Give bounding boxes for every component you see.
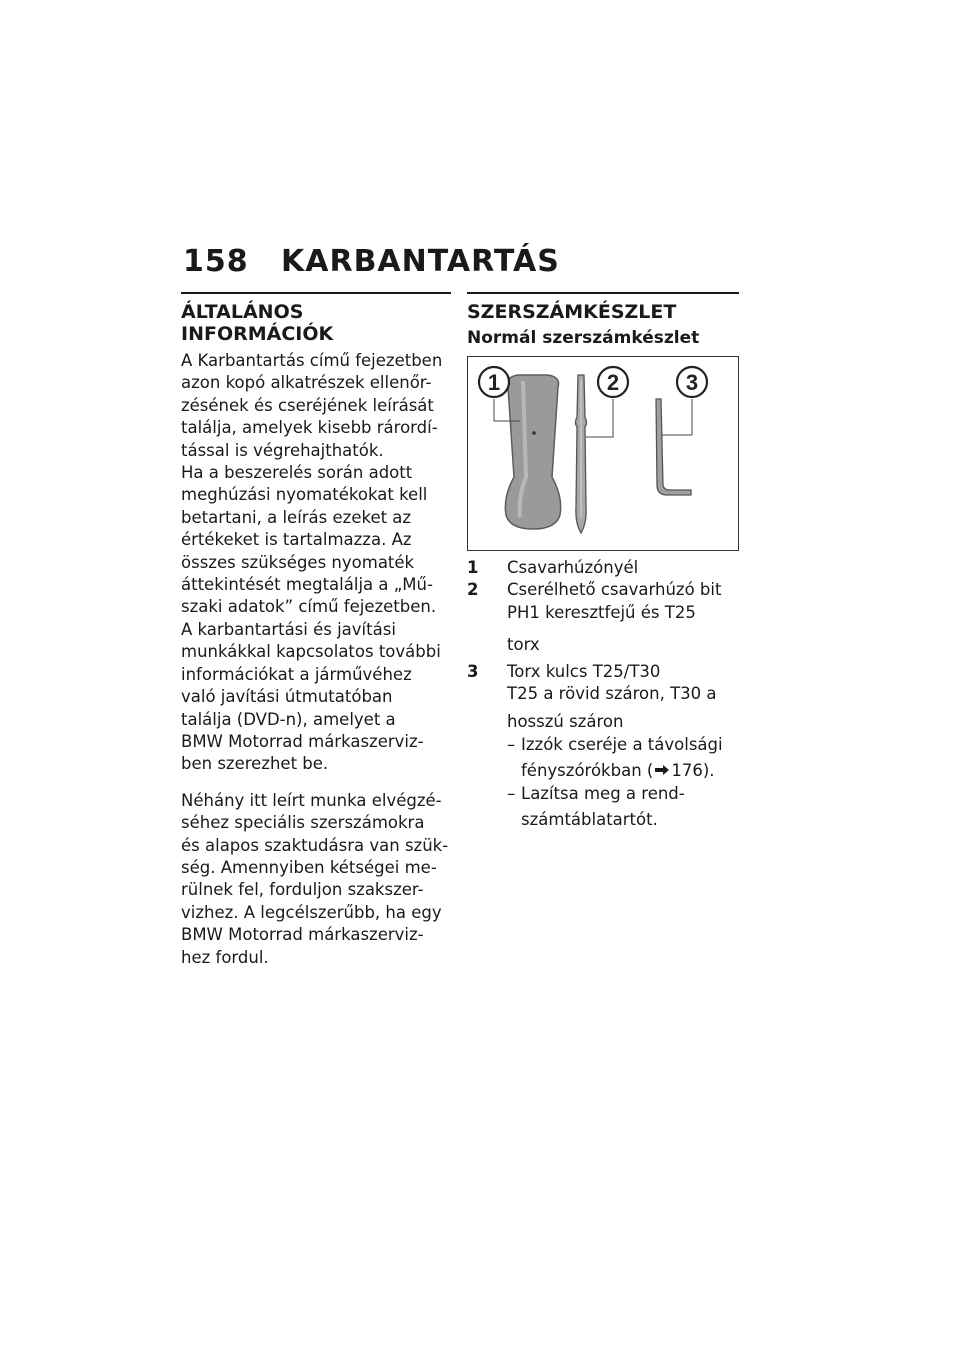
legend-line: torx: [507, 635, 540, 655]
text-line: rülnek fel, forduljon szakszer-: [181, 880, 424, 900]
legend-text: [507, 557, 739, 579]
bullet-item: [467, 783, 739, 832]
text-line: BMW Motorrad márkaszerviz-: [181, 925, 424, 945]
paragraph-repair-manual: [181, 619, 451, 776]
legend-item: [467, 661, 739, 734]
page-reference[interactable]: 176: [671, 761, 703, 781]
callout-label-3: 3: [685, 370, 699, 395]
text-line: hez fordul.: [181, 947, 269, 967]
text-line: ség. Amennyiben kétségei me-: [181, 857, 437, 877]
text-line: szaki adatok” című fejezetben.: [181, 597, 437, 617]
text-line: zésének és cseréjének leírását: [181, 395, 434, 415]
dash-icon: –: [507, 734, 516, 754]
legend-line: Cserélhető csavarhúzó bit: [507, 580, 722, 600]
text-line: BMW Motorrad márkaszerviz-: [181, 731, 424, 751]
text-line: információkat a járművéhez: [181, 664, 412, 684]
bullet-text: [521, 734, 723, 783]
callout-label-2: 2: [606, 370, 620, 395]
bullet-line: Izzók cseréje a távolsági: [521, 734, 723, 754]
dash-icon: –: [507, 783, 516, 803]
page-reference-arrow-icon: [655, 765, 669, 775]
section-rule: [181, 292, 451, 294]
right-column: [467, 292, 739, 831]
text-line: találja (DVD-n), amelyet a: [181, 709, 396, 729]
text-line: és alapos szaktudásra van szük-: [181, 835, 449, 855]
legend-number: 3: [467, 661, 479, 681]
text-line: Ha a beszerelés során adott: [181, 463, 413, 483]
page-header: [183, 244, 560, 279]
bullet-line-prefix: fényszórókban (: [521, 761, 654, 781]
legend-text: [507, 661, 739, 734]
text-line: találja, amelyek kisebb rárordí-: [181, 418, 438, 438]
text-line: Néhány itt leírt munka elvégzé-: [181, 790, 442, 810]
chapter-title: KARBANTARTÁS: [281, 244, 560, 279]
callout-label-1: 1: [487, 370, 501, 395]
legend-line: T25 a rövid száron, T30 a: [507, 684, 717, 704]
legend-line: Torx kulcs T25/T30: [507, 661, 661, 681]
left-column: [181, 292, 451, 969]
bullet-line: számtáblatartót.: [521, 810, 658, 830]
legend-line: PH1 keresztfejű és T25: [507, 602, 696, 622]
text-line: összes szükséges nyomaték: [181, 552, 415, 572]
paragraph-torque: [181, 462, 451, 619]
figure-legend: [467, 557, 739, 734]
legend-item: [467, 579, 739, 656]
section-title-toolkit: SZERSZÁMKÉSZLET: [467, 301, 677, 323]
torx-key-icon: [656, 399, 691, 495]
screwdriver-handle-icon: [505, 375, 560, 529]
paragraph-intro: [181, 350, 451, 462]
text-line: munkákkal kapcsolatos további: [181, 642, 441, 662]
page-number: 158: [183, 244, 249, 279]
section-rule: [467, 292, 739, 294]
bullet-line: [521, 760, 723, 782]
legend-text: [507, 579, 739, 656]
text-line: meghúzási nyomatékokat kell: [181, 485, 428, 505]
legend-number: 2: [467, 580, 479, 600]
text-line: A Karbantartás című fejezetben: [181, 351, 443, 370]
bullet-item: [467, 734, 739, 783]
bullet-line-suffix: ).: [702, 761, 715, 781]
legend-line: hosszú száron: [507, 712, 624, 732]
leader-line-2: [586, 399, 613, 437]
legend-line: Csavarhúzónyél: [507, 558, 639, 577]
legend-item: [467, 557, 739, 579]
subsection-title-standard-kit: Normál szerszámkészlet: [467, 328, 700, 348]
section-title-general: ÁLTALÁNOS INFORMÁCIÓK: [181, 301, 334, 345]
bullet-text: [521, 783, 685, 832]
text-line: betartani, a leírás ezeket az: [181, 507, 412, 527]
text-line: A karbantartási és javítási: [181, 619, 396, 639]
legend-number: 1: [467, 558, 479, 577]
text-line: séhez speciális szerszámokra: [181, 813, 425, 833]
text-line: vizhez. A legcélszerűbb, ha egy: [181, 902, 442, 922]
bullet-line: Lazítsa meg a rend-: [521, 783, 685, 803]
toolkit-illustration: [468, 357, 738, 550]
text-line: ben szerezhet be.: [181, 754, 329, 774]
paragraph-special-tools: [181, 790, 451, 969]
text-line: értékeket is tartalmazza. Az: [181, 530, 412, 550]
leader-line-3: [662, 399, 692, 435]
handle-hole: [532, 431, 536, 435]
text-line: való javítási útmutatóban: [181, 687, 393, 707]
toolkit-figure: [467, 356, 739, 551]
text-line: áttekintését megtalálja a „Mű-: [181, 575, 433, 595]
text-line: tással is végrehajthatók.: [181, 440, 384, 460]
text-line: azon kopó alkatrészek ellenőr-: [181, 373, 432, 393]
